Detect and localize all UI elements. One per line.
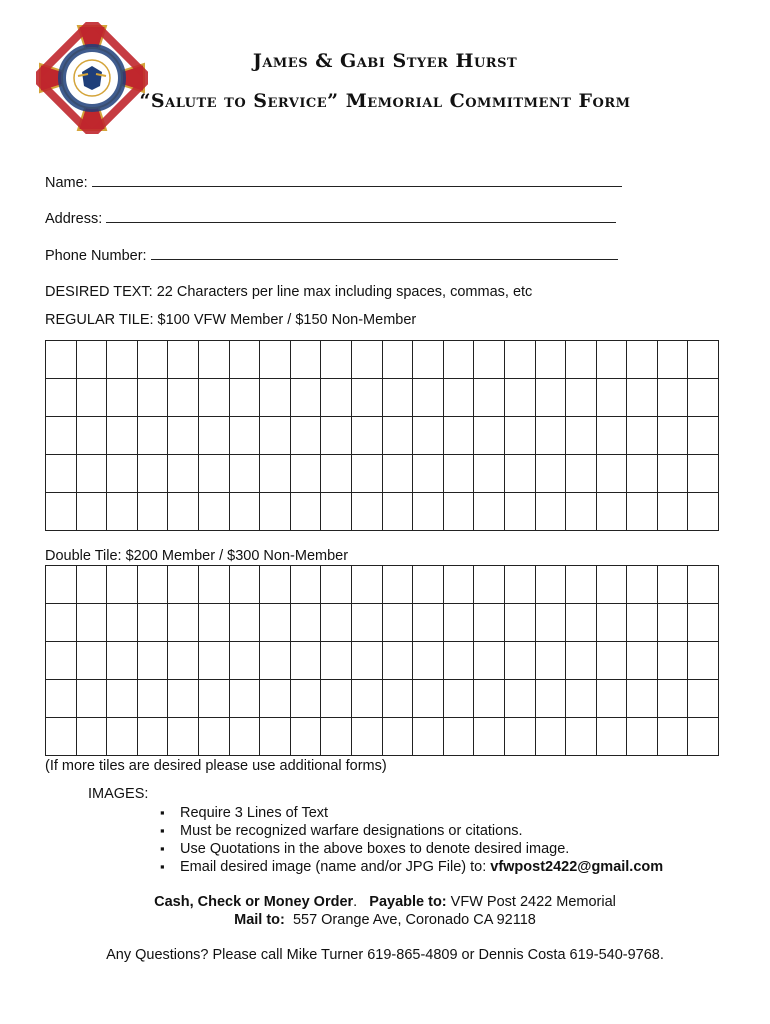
tile-row (46, 379, 719, 417)
character-box[interactable] (290, 341, 321, 379)
character-box[interactable] (566, 642, 597, 680)
character-box[interactable] (443, 680, 474, 718)
character-box[interactable] (443, 566, 474, 604)
more-tiles-note: (If more tiles are desired please use additional forms) (45, 758, 387, 774)
character-box[interactable] (657, 566, 688, 604)
character-box[interactable] (627, 379, 658, 417)
character-box[interactable] (321, 566, 352, 604)
form-title-line1: James & Gabi Styer Hurst (252, 50, 518, 72)
character-box[interactable] (46, 718, 77, 756)
character-box[interactable] (413, 455, 444, 493)
tile-row (46, 341, 719, 379)
character-box[interactable] (596, 455, 627, 493)
character-box[interactable] (137, 718, 168, 756)
address-label: Address: (45, 211, 103, 227)
character-box[interactable] (504, 718, 535, 756)
character-box[interactable] (688, 566, 719, 604)
character-box[interactable] (382, 680, 413, 718)
character-box[interactable] (535, 493, 566, 531)
character-box[interactable] (198, 566, 229, 604)
character-box[interactable] (351, 493, 382, 531)
character-box[interactable] (504, 604, 535, 642)
character-box[interactable] (46, 455, 77, 493)
character-box[interactable] (107, 566, 138, 604)
character-box[interactable] (321, 341, 352, 379)
character-box[interactable] (474, 680, 505, 718)
character-box[interactable] (474, 341, 505, 379)
character-box[interactable] (351, 379, 382, 417)
character-box[interactable] (474, 455, 505, 493)
character-box[interactable] (76, 417, 107, 455)
character-box[interactable] (321, 455, 352, 493)
character-box[interactable] (382, 642, 413, 680)
character-box[interactable] (596, 680, 627, 718)
character-box[interactable] (443, 455, 474, 493)
character-box[interactable] (107, 718, 138, 756)
character-box[interactable] (596, 718, 627, 756)
character-box[interactable] (76, 341, 107, 379)
character-box[interactable] (137, 642, 168, 680)
character-box[interactable] (535, 417, 566, 455)
character-box[interactable] (46, 493, 77, 531)
character-box[interactable] (46, 417, 77, 455)
character-box[interactable] (474, 718, 505, 756)
character-box[interactable] (198, 604, 229, 642)
character-box[interactable] (229, 493, 260, 531)
character-box[interactable] (535, 455, 566, 493)
character-box[interactable] (351, 718, 382, 756)
character-box[interactable] (137, 680, 168, 718)
character-box[interactable] (107, 604, 138, 642)
character-box[interactable] (137, 379, 168, 417)
character-box[interactable] (351, 566, 382, 604)
character-box[interactable] (566, 566, 597, 604)
character-box[interactable] (657, 417, 688, 455)
character-box[interactable] (107, 341, 138, 379)
character-box[interactable] (566, 604, 597, 642)
character-box[interactable] (46, 341, 77, 379)
character-box[interactable] (627, 455, 658, 493)
name-field[interactable] (45, 172, 622, 191)
character-box[interactable] (229, 379, 260, 417)
character-box[interactable] (535, 566, 566, 604)
character-box[interactable] (260, 680, 291, 718)
character-box[interactable] (321, 718, 352, 756)
character-box[interactable] (627, 718, 658, 756)
character-box[interactable] (688, 417, 719, 455)
character-box[interactable] (382, 566, 413, 604)
list-item: ▪ Must be recognized warfare designations or citations. (160, 822, 663, 840)
character-box[interactable] (504, 680, 535, 718)
character-box[interactable] (504, 417, 535, 455)
character-box[interactable] (76, 680, 107, 718)
character-box[interactable] (596, 566, 627, 604)
character-box[interactable] (321, 493, 352, 531)
character-box[interactable] (566, 417, 597, 455)
character-box[interactable] (137, 566, 168, 604)
character-box[interactable] (382, 417, 413, 455)
list-item: ▪ Require 3 Lines of Text (160, 804, 663, 822)
mail-address: 557 Orange Ave, Coronado CA 92118 (292, 912, 536, 928)
payable-value: VFW Post 2422 Memorial (450, 894, 616, 910)
character-box[interactable] (657, 341, 688, 379)
tile-row (46, 718, 719, 756)
character-box[interactable] (46, 680, 77, 718)
character-box[interactable] (596, 493, 627, 531)
phone-field[interactable] (45, 245, 618, 264)
character-box[interactable] (382, 455, 413, 493)
character-box[interactable] (198, 341, 229, 379)
vfw-emblem-logo (36, 22, 148, 134)
character-box[interactable] (504, 379, 535, 417)
character-box[interactable] (627, 341, 658, 379)
character-box[interactable] (351, 341, 382, 379)
mail-line (0, 912, 770, 928)
tile-row (46, 604, 719, 642)
character-box[interactable] (290, 718, 321, 756)
character-box[interactable] (260, 493, 291, 531)
list-item: ▪ Email desired image (name and/or JPG File) to: vfwpost2422@gmail.com (160, 858, 663, 876)
character-box[interactable] (260, 455, 291, 493)
character-box[interactable] (229, 642, 260, 680)
character-box[interactable] (76, 642, 107, 680)
character-box[interactable] (198, 680, 229, 718)
phone-label: Phone Number: (45, 248, 147, 264)
character-box[interactable] (413, 417, 444, 455)
character-box[interactable] (137, 341, 168, 379)
character-box[interactable] (413, 604, 444, 642)
character-box[interactable] (382, 604, 413, 642)
character-box[interactable] (627, 566, 658, 604)
character-box[interactable] (321, 417, 352, 455)
character-box[interactable] (229, 341, 260, 379)
character-box[interactable] (474, 642, 505, 680)
tile-row (46, 455, 719, 493)
character-box[interactable] (260, 379, 291, 417)
character-box[interactable] (443, 604, 474, 642)
character-box[interactable] (535, 718, 566, 756)
character-box[interactable] (168, 604, 199, 642)
character-box[interactable] (168, 341, 199, 379)
double-tile-grid[interactable] (45, 565, 719, 756)
form-title-line2: “Salute to Service” Memorial Commitment Form (139, 90, 631, 112)
character-box[interactable] (107, 379, 138, 417)
character-box[interactable] (46, 566, 77, 604)
character-box[interactable] (627, 642, 658, 680)
character-box[interactable] (137, 604, 168, 642)
character-box[interactable] (198, 718, 229, 756)
character-box[interactable] (443, 718, 474, 756)
character-box[interactable] (321, 642, 352, 680)
desired-text-note: DESIRED TEXT: 22 Characters per line max including spaces, commas, etc (45, 284, 533, 300)
character-box[interactable] (290, 417, 321, 455)
character-box[interactable] (443, 417, 474, 455)
character-box[interactable] (260, 604, 291, 642)
character-box[interactable] (76, 455, 107, 493)
images-requirements-list (160, 804, 663, 876)
character-box[interactable] (46, 379, 77, 417)
character-box[interactable] (627, 604, 658, 642)
character-box[interactable] (596, 341, 627, 379)
character-box[interactable] (351, 680, 382, 718)
character-box[interactable] (76, 379, 107, 417)
character-box[interactable] (474, 604, 505, 642)
character-box[interactable] (688, 341, 719, 379)
character-box[interactable] (657, 604, 688, 642)
character-box[interactable] (566, 680, 597, 718)
character-box[interactable] (168, 379, 199, 417)
character-box[interactable] (443, 379, 474, 417)
character-box[interactable] (657, 455, 688, 493)
character-box[interactable] (229, 604, 260, 642)
character-box[interactable] (504, 341, 535, 379)
character-box[interactable] (566, 718, 597, 756)
character-box[interactable] (260, 341, 291, 379)
character-box[interactable] (168, 566, 199, 604)
character-box[interactable] (351, 417, 382, 455)
character-box[interactable] (688, 680, 719, 718)
character-box[interactable] (688, 493, 719, 531)
character-box[interactable] (596, 417, 627, 455)
character-box[interactable] (107, 455, 138, 493)
character-box[interactable] (535, 642, 566, 680)
character-box[interactable] (107, 493, 138, 531)
character-box[interactable] (321, 680, 352, 718)
character-box[interactable] (566, 379, 597, 417)
character-box[interactable] (137, 417, 168, 455)
character-box[interactable] (596, 642, 627, 680)
character-box[interactable] (198, 455, 229, 493)
character-box[interactable] (413, 493, 444, 531)
list-item: ▪ Use Quotations in the above boxes to denote desired image. (160, 840, 663, 858)
payment-line: Cash, Check or Money Order. Payable to: VFW Post 2422 Memorial (154, 894, 616, 910)
character-box[interactable] (46, 642, 77, 680)
character-box[interactable] (535, 341, 566, 379)
character-box[interactable] (535, 680, 566, 718)
character-box[interactable] (229, 566, 260, 604)
character-box[interactable] (229, 718, 260, 756)
character-box[interactable] (657, 642, 688, 680)
character-box[interactable] (382, 379, 413, 417)
questions-contact: Any Questions? Please call Mike Turner 619-865-4809 or Dennis Costa 619-540-9768. (106, 947, 664, 963)
tile-row (46, 493, 719, 531)
character-box[interactable] (76, 604, 107, 642)
name-line[interactable] (92, 172, 622, 187)
character-box[interactable] (413, 379, 444, 417)
character-box[interactable] (168, 417, 199, 455)
character-box[interactable] (688, 455, 719, 493)
character-box[interactable] (351, 455, 382, 493)
character-box[interactable] (382, 341, 413, 379)
character-box[interactable] (382, 718, 413, 756)
character-box[interactable] (46, 604, 77, 642)
character-box[interactable] (321, 379, 352, 417)
character-box[interactable] (290, 493, 321, 531)
character-box[interactable] (566, 455, 597, 493)
character-box[interactable] (443, 642, 474, 680)
character-box[interactable] (290, 455, 321, 493)
character-box[interactable] (688, 642, 719, 680)
character-box[interactable] (76, 493, 107, 531)
character-box[interactable] (107, 680, 138, 718)
character-box[interactable] (413, 642, 444, 680)
character-box[interactable] (535, 379, 566, 417)
character-box[interactable] (413, 680, 444, 718)
character-box[interactable] (351, 642, 382, 680)
character-box[interactable] (504, 493, 535, 531)
payable-label: Payable to: (369, 894, 447, 910)
character-box[interactable] (657, 379, 688, 417)
character-box[interactable] (198, 379, 229, 417)
character-box[interactable] (596, 379, 627, 417)
tile-row (46, 566, 719, 604)
mail-label: Mail to: (234, 912, 285, 928)
payment-methods: Cash, Check or Money Order (154, 894, 354, 910)
character-box[interactable] (76, 566, 107, 604)
character-box[interactable] (657, 493, 688, 531)
character-box[interactable] (290, 680, 321, 718)
character-box[interactable] (657, 718, 688, 756)
address-field[interactable] (45, 208, 616, 227)
name-label: Name: (45, 175, 88, 191)
character-box[interactable] (657, 680, 688, 718)
tile-row (46, 642, 719, 680)
character-box[interactable] (596, 604, 627, 642)
character-box[interactable] (504, 455, 535, 493)
character-box[interactable] (168, 455, 199, 493)
character-box[interactable] (504, 642, 535, 680)
character-box[interactable] (627, 680, 658, 718)
character-box[interactable] (504, 566, 535, 604)
character-box[interactable] (688, 718, 719, 756)
character-box[interactable] (413, 566, 444, 604)
character-box[interactable] (290, 379, 321, 417)
tile-row (46, 680, 719, 718)
character-box[interactable] (260, 417, 291, 455)
character-box[interactable] (474, 379, 505, 417)
character-box[interactable] (137, 455, 168, 493)
address-line[interactable] (106, 208, 616, 223)
character-box[interactable] (290, 566, 321, 604)
character-box[interactable] (290, 642, 321, 680)
character-box[interactable] (198, 642, 229, 680)
character-box[interactable] (168, 642, 199, 680)
character-box[interactable] (535, 604, 566, 642)
character-box[interactable] (413, 718, 444, 756)
double-tile-price: Double Tile: $200 Member / $300 Non-Member (45, 548, 349, 564)
character-box[interactable] (198, 493, 229, 531)
character-box[interactable] (229, 455, 260, 493)
character-box[interactable] (688, 604, 719, 642)
character-box[interactable] (443, 341, 474, 379)
character-box[interactable] (474, 493, 505, 531)
character-box[interactable] (107, 417, 138, 455)
character-box[interactable] (260, 718, 291, 756)
regular-tile-grid[interactable] (45, 340, 719, 531)
character-box[interactable] (76, 718, 107, 756)
character-box[interactable] (688, 379, 719, 417)
character-box[interactable] (198, 417, 229, 455)
character-box[interactable] (107, 642, 138, 680)
character-box[interactable] (168, 493, 199, 531)
character-box[interactable] (229, 680, 260, 718)
character-box[interactable] (260, 566, 291, 604)
character-box[interactable] (168, 718, 199, 756)
character-box[interactable] (321, 604, 352, 642)
character-box[interactable] (382, 493, 413, 531)
character-box[interactable] (474, 417, 505, 455)
images-label: IMAGES: (88, 786, 149, 802)
character-box[interactable] (229, 417, 260, 455)
character-box[interactable] (290, 604, 321, 642)
email-link[interactable]: vfwpost2422@gmail.com (490, 859, 664, 875)
character-box[interactable] (627, 417, 658, 455)
character-box[interactable] (566, 493, 597, 531)
regular-tile-price: REGULAR TILE: $100 VFW Member / $150 Non-Member (45, 312, 417, 328)
phone-line[interactable] (151, 245, 618, 260)
character-box[interactable] (443, 493, 474, 531)
character-box[interactable] (168, 680, 199, 718)
character-box[interactable] (413, 341, 444, 379)
character-box[interactable] (566, 341, 597, 379)
character-box[interactable] (137, 493, 168, 531)
character-box[interactable] (474, 566, 505, 604)
tile-row (46, 417, 719, 455)
character-box[interactable] (260, 642, 291, 680)
character-box[interactable] (351, 604, 382, 642)
character-box[interactable] (627, 493, 658, 531)
